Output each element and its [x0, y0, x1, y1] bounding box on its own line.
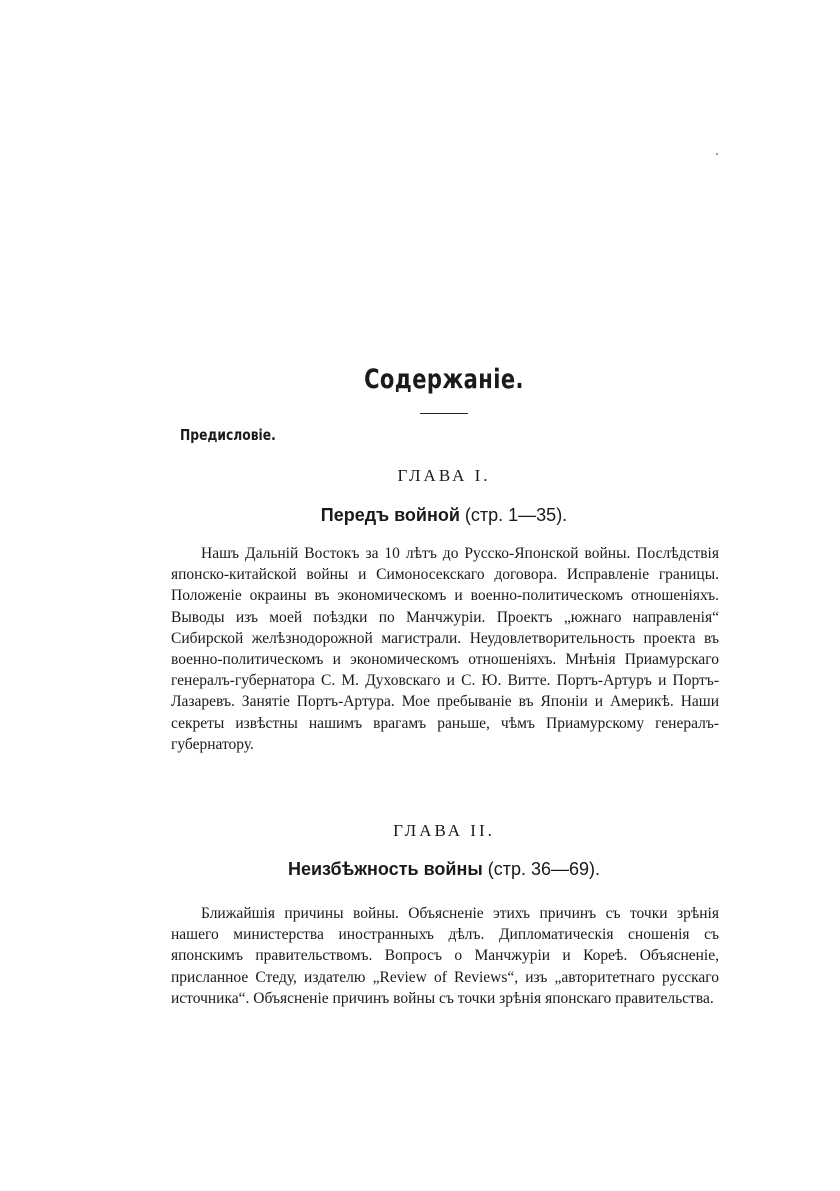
preface-entry: Предисловіе.	[180, 426, 276, 444]
page-title: Содержаніе.	[364, 364, 524, 395]
chapter-1-title-pages: (стр. 1—35).	[464, 505, 568, 525]
title-divider	[420, 413, 468, 414]
chapter-2-title-name: Неизбѣжность войны	[287, 859, 483, 879]
chapter-1-heading: ГЛАВА I.	[397, 466, 491, 485]
chapter-1-title	[0, 505, 840, 526]
chapter-1-title-name: Передъ войной	[320, 505, 460, 525]
chapter-1-summary: Нашъ Дальній Востокъ за 10 лѣтъ до Русско-Японской войны. Послѣдствія японско-китайской войны и Симоносекскаго договора. Исправленіе границы. Положеніе окраины въ экономическомъ и военно-политическомъ отношеніяхъ. Выводы изъ моей поѣздки по Манчжуріи. Проектъ „южнаго направленія“ Сибирской желѣзнодорожной магистрали. Неудовлетворительность проекта въ военно-политическомъ и экономическомъ отношеніяхъ. Мнѣнія Приамурскаго генералъ-губернатора С. М. Духовскаго и С. Ю. Витте. Портъ-Артуръ и Портъ-Лазаревъ. Занятіе Портъ-Артура. Мое пребываніе въ Японіи и Америкѣ. Наши секреты извѣстны нашимъ врагамъ раньше, чѣмъ Приамурскому генералъ-губернатору.	[171, 545, 719, 753]
chapter-2-title-pages: (стр. 36—69).	[487, 859, 601, 879]
chapter-2-heading: ГЛАВА II.	[393, 821, 495, 840]
page-speck	[716, 153, 718, 155]
chapter-2-title	[0, 859, 840, 880]
chapter-2-summary: Ближайшія причины войны. Объясненіе этихъ причинъ съ точки зрѣнія нашего министерства иностранныхъ дѣлъ. Дипломатическія сношенія съ японскимъ правительствомъ. Вопросъ о Манчжуріи и Кореѣ. Объясненіе, присланное Стеду, издателю „Review of Reviews“, изъ „авторитетнаго русскаго источника“. Объясненіе причинъ войны съ точки зрѣнія японскаго правительства.	[171, 905, 719, 1007]
